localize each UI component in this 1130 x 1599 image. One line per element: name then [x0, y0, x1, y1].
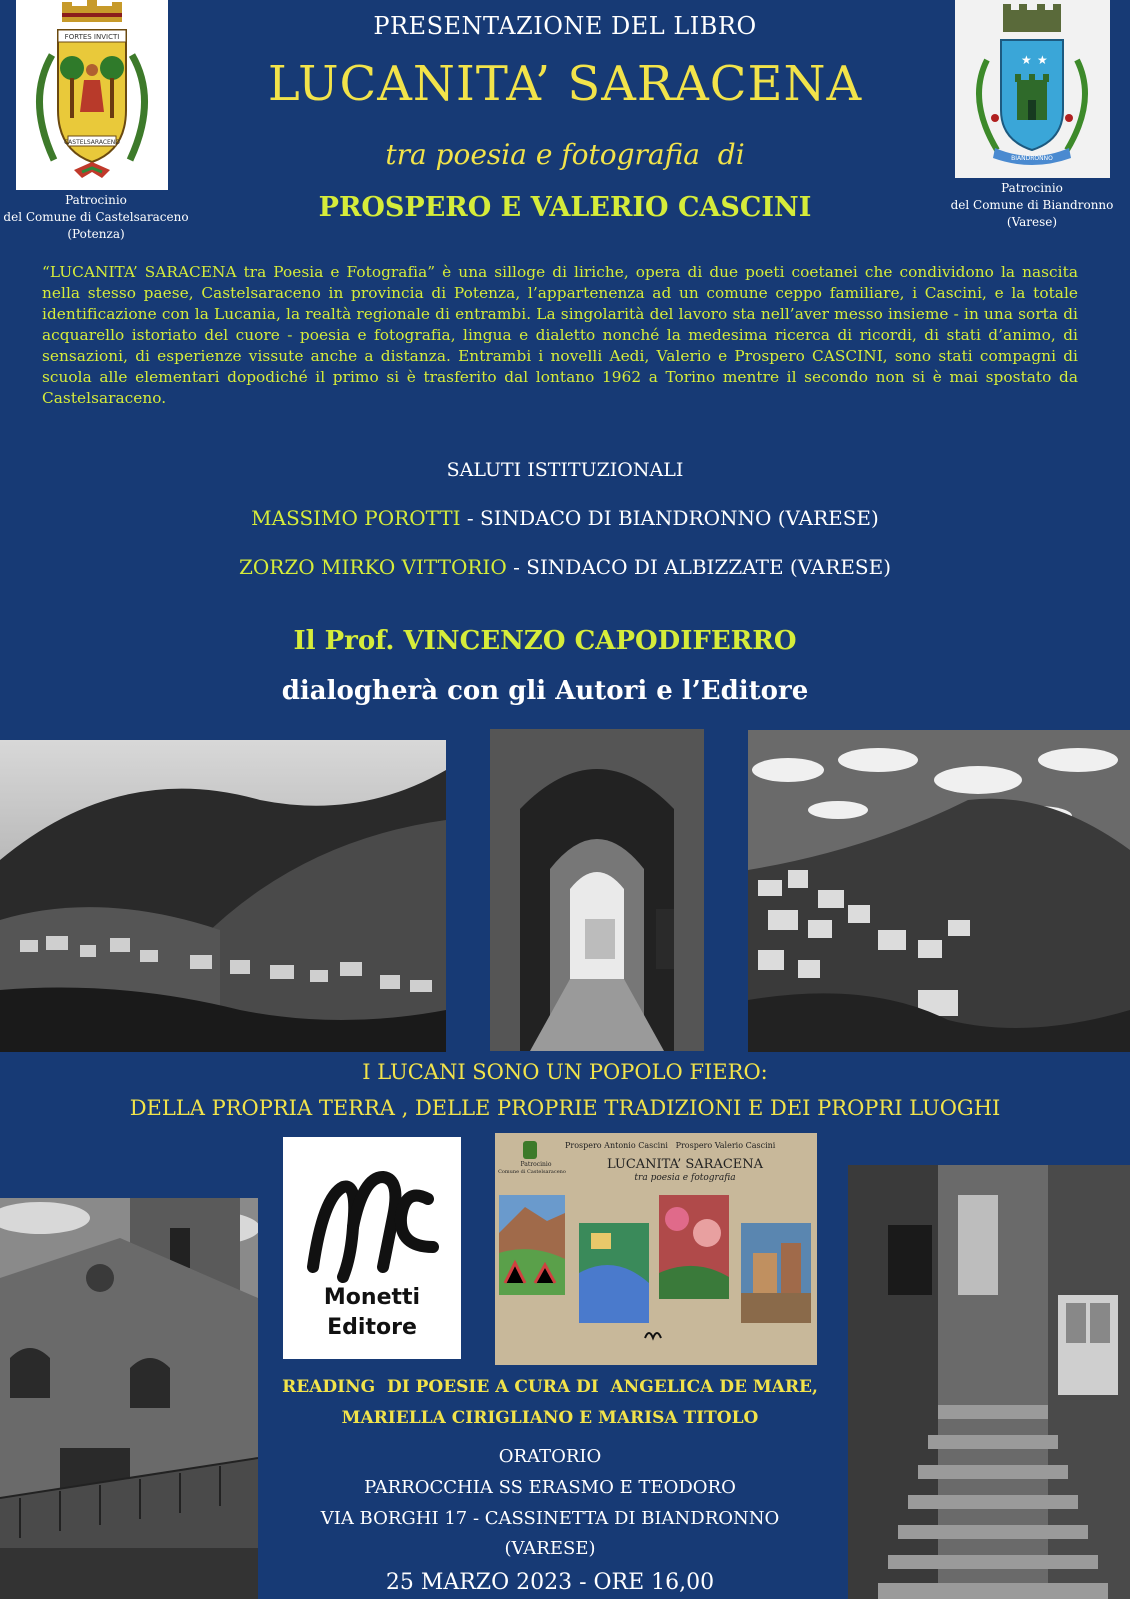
- venue-line4: (VARESE): [504, 1538, 596, 1559]
- moderator-role: dialogherà con gli Autori e l’Editore: [281, 676, 809, 706]
- venue-line3: VIA BORGHI 17 - CASSINETTA DI BIANDRONNO: [320, 1508, 780, 1529]
- venue-line1: ORATORIO: [498, 1446, 602, 1467]
- slogan-line2: DELLA PROPRIA TERRA , DELLE PROPRIE TRADIZIONI E DEI PROPRI LUOGHI: [129, 1096, 1001, 1120]
- left-patron-caption: [0, 192, 192, 243]
- moderator-name: Il Prof. VINCENZO CAPODIFERRO: [293, 626, 797, 656]
- right-patron-caption: [934, 180, 1130, 231]
- cover-subtitle: tra poesia e fotografia: [634, 1173, 736, 1183]
- greetings-heading: SALUTI ISTITUZIONALI: [446, 459, 684, 481]
- slogan-line1: I LUCANI SONO UN POPOLO FIERO:: [362, 1060, 768, 1084]
- crest-ribbon: BIANDRONNO: [1011, 155, 1053, 162]
- biandronno-crest: [955, 0, 1110, 178]
- greeting-line-1: [100, 506, 1030, 530]
- crest-motto: FORTES INVICTI: [64, 33, 120, 41]
- cover-title: LUCANITA’ SARACENA: [606, 1157, 764, 1172]
- left-patron-line1: Patrocinio: [65, 193, 127, 207]
- speaker2-name: ZORZO MIRKO VITTORIO: [238, 555, 507, 579]
- speaker1-name: MASSIMO POROTTI: [251, 506, 461, 530]
- left-patron-line2: del Comune di Castelsaraceno: [3, 210, 189, 224]
- right-patron-line1: Patrocinio: [1001, 181, 1063, 195]
- speaker2-role: - SINDACO DI ALBIZZATE (VARESE): [506, 555, 891, 579]
- event-datetime: 25 MARZO 2023 - ORE 16,00: [385, 1570, 715, 1595]
- photo-archway-alley: [490, 729, 704, 1051]
- photo-mountain-village: [0, 740, 446, 1052]
- svg-text:★: ★: [1037, 53, 1048, 67]
- cover-patron-town: Comune di Castelsaraceno: [498, 1169, 566, 1175]
- venue-line2: PARROCCHIA SS ERASMO E TEODORO: [364, 1477, 736, 1498]
- reading-line2: MARIELLA CIRIGLIANO E MARISA TITOLO: [341, 1408, 759, 1428]
- publisher-label: Editore: [327, 1315, 417, 1340]
- cover-authors: Prospero Antonio Cascini Prospero Valerio Cascini: [565, 1141, 776, 1150]
- cover-patron: Patrocinio: [520, 1161, 552, 1168]
- kicker: PRESENTAZIONE DEL LIBRO: [373, 12, 757, 40]
- speaker1-role: - SINDACO DI BIANDRONNO (VARESE): [460, 506, 879, 530]
- photo-church: [0, 1198, 258, 1599]
- svg-text:★: ★: [1021, 53, 1032, 67]
- book-title: LUCANITA’ SARACENA: [267, 56, 863, 112]
- right-patron-line2: del Comune di Biandronno: [950, 198, 1114, 212]
- reading-line1: READING DI POESIE A CURA DI ANGELICA DE MARE,: [282, 1377, 818, 1397]
- book-cover: [495, 1133, 817, 1365]
- photo-hill-town: [748, 730, 1130, 1052]
- left-patron-line3: (Potenza): [67, 227, 125, 241]
- monetti-logo-icon: [283, 1137, 461, 1297]
- coat-of-arms-icon: [955, 0, 1110, 178]
- photo-stair-alley: [848, 1165, 1130, 1599]
- book-description: “LUCANITA’ SARACENA tra Poesia e Fotografia” è una silloge di liriche, opera di due poeti coetanei che condividono la nascita nella stesso paese, Castelsaraceno in provincia di Potenza, l’appartenenza ad un comune ceppo familiare, i Cascini, e la totale identificazione con la Lucania, la realtà regionale di entrambi. La singolarità del lavoro sta nell’aver messo insieme - in una sorta di acquarello istoriato del cuore - poesia e fotografia, lingua e dialetto nonché la medesima ricerca di ricordi, di stati d’animo, di sensazioni, di esperienze vissute anche a distanza. Entrambi i novelli Aedi, Valerio e Prospero CASCINI, sono stati compagni di scuola alle elementari dopodiché il primo si è trasferito dal lontano 1962 a Torino mentre il secondo non si è mai spostato da Castelsaraceno.: [42, 263, 1078, 407]
- publisher-logo: [283, 1137, 461, 1359]
- castelsaraceno-crest: [16, 0, 168, 190]
- greeting-line-2: [100, 555, 1030, 579]
- book-subtitle: tra poesia e fotografia di: [385, 138, 745, 171]
- coat-of-arms-icon: [16, 0, 168, 190]
- right-patron-line3: (Varese): [1006, 215, 1058, 229]
- authors: PROSPERO E VALERIO CASCINI: [318, 192, 812, 223]
- crest-ribbon: CASTELSARACENO: [63, 139, 121, 146]
- publisher-name: Monetti: [323, 1285, 421, 1310]
